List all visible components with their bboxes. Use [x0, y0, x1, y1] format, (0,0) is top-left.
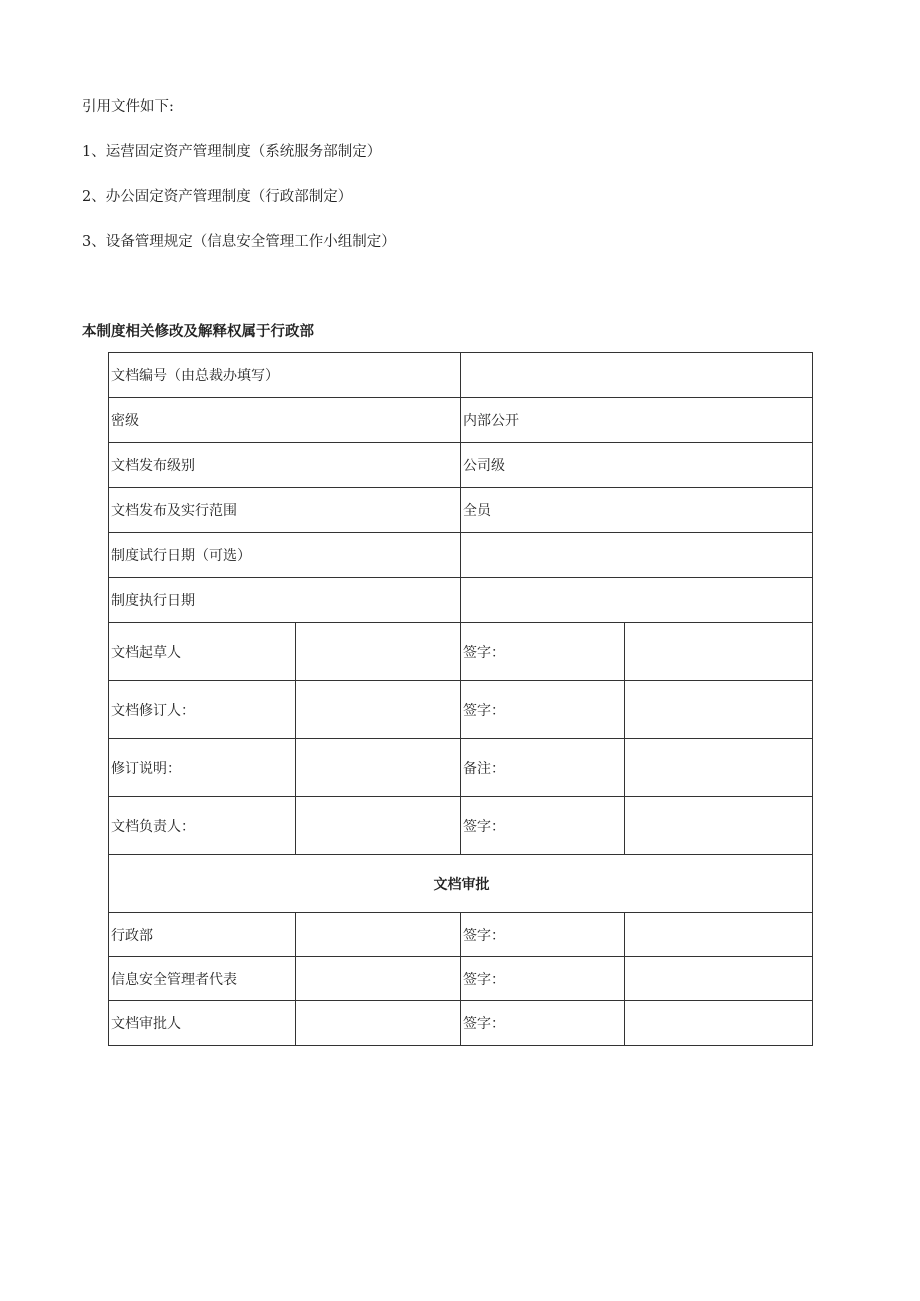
effective-date-value[interactable]	[461, 578, 813, 623]
table-row	[109, 957, 813, 1001]
reviser-field[interactable]	[296, 681, 461, 739]
reference-item-1: 1、运营固定资产管理制度（系统服务部制定）	[82, 144, 382, 160]
remarks-label: 备注：	[461, 739, 625, 797]
table-row	[109, 855, 813, 913]
owner-field[interactable]	[296, 797, 461, 855]
table-row	[109, 488, 813, 533]
publish-level-label: 文档发布级别	[109, 443, 461, 488]
doc-number-label: 文档编号（由总裁办填写）	[109, 353, 461, 398]
reviser-signature-field[interactable]	[625, 681, 813, 739]
security-level-label: 密级	[109, 398, 461, 443]
security-rep-signature-field[interactable]	[625, 957, 813, 1001]
drafter-field[interactable]	[296, 623, 461, 681]
drafter-signature-label: 签字：	[461, 623, 625, 681]
doc-number-value[interactable]	[461, 353, 813, 398]
admin-dept-field[interactable]	[296, 913, 461, 957]
approver-signature-field[interactable]	[625, 1001, 813, 1046]
approval-header: 文档审批	[109, 855, 813, 913]
owner-signature-label: 签字：	[461, 797, 625, 855]
document-info-table	[108, 352, 813, 1046]
table-row	[109, 1001, 813, 1046]
remarks-field[interactable]	[625, 739, 813, 797]
reference-item-3: 3、设备管理规定（信息安全管理工作小组制定）	[82, 234, 396, 250]
approver-field[interactable]	[296, 1001, 461, 1046]
table-row	[109, 353, 813, 398]
drafter-label: 文档起草人	[109, 623, 296, 681]
security-level-value[interactable]: 内部公开	[461, 398, 813, 443]
table-row	[109, 739, 813, 797]
table-row	[109, 681, 813, 739]
table-row	[109, 533, 813, 578]
admin-dept-label: 行政部	[109, 913, 296, 957]
approver-label: 文档审批人	[109, 1001, 296, 1046]
effective-date-label: 制度执行日期	[109, 578, 461, 623]
table-row	[109, 623, 813, 681]
security-rep-label: 信息安全管理者代表	[109, 957, 296, 1001]
scope-label: 文档发布及实行范围	[109, 488, 461, 533]
reviser-signature-label: 签字：	[461, 681, 625, 739]
security-rep-signature-label: 签字：	[461, 957, 625, 1001]
table-row	[109, 797, 813, 855]
approver-signature-label: 签字：	[461, 1001, 625, 1046]
table-row	[109, 443, 813, 488]
owner-signature-field[interactable]	[625, 797, 813, 855]
section-heading: 本制度相关修改及解释权属于行政部	[82, 324, 314, 340]
trial-date-value[interactable]	[461, 533, 813, 578]
drafter-signature-field[interactable]	[625, 623, 813, 681]
admin-dept-signature-label: 签字：	[461, 913, 625, 957]
table-row	[109, 578, 813, 623]
security-rep-field[interactable]	[296, 957, 461, 1001]
publish-level-value[interactable]: 公司级	[461, 443, 813, 488]
references-intro: 引用文件如下:	[82, 99, 174, 115]
revision-note-label: 修订说明：	[109, 739, 296, 797]
scope-value[interactable]: 全员	[461, 488, 813, 533]
revision-note-field[interactable]	[296, 739, 461, 797]
reference-item-2: 2、办公固定资产管理制度（行政部制定）	[82, 189, 353, 205]
owner-label: 文档负责人：	[109, 797, 296, 855]
table-row	[109, 913, 813, 957]
trial-date-label: 制度试行日期（可选）	[109, 533, 461, 578]
admin-dept-signature-field[interactable]	[625, 913, 813, 957]
reviser-label: 文档修订人：	[109, 681, 296, 739]
table-row	[109, 398, 813, 443]
